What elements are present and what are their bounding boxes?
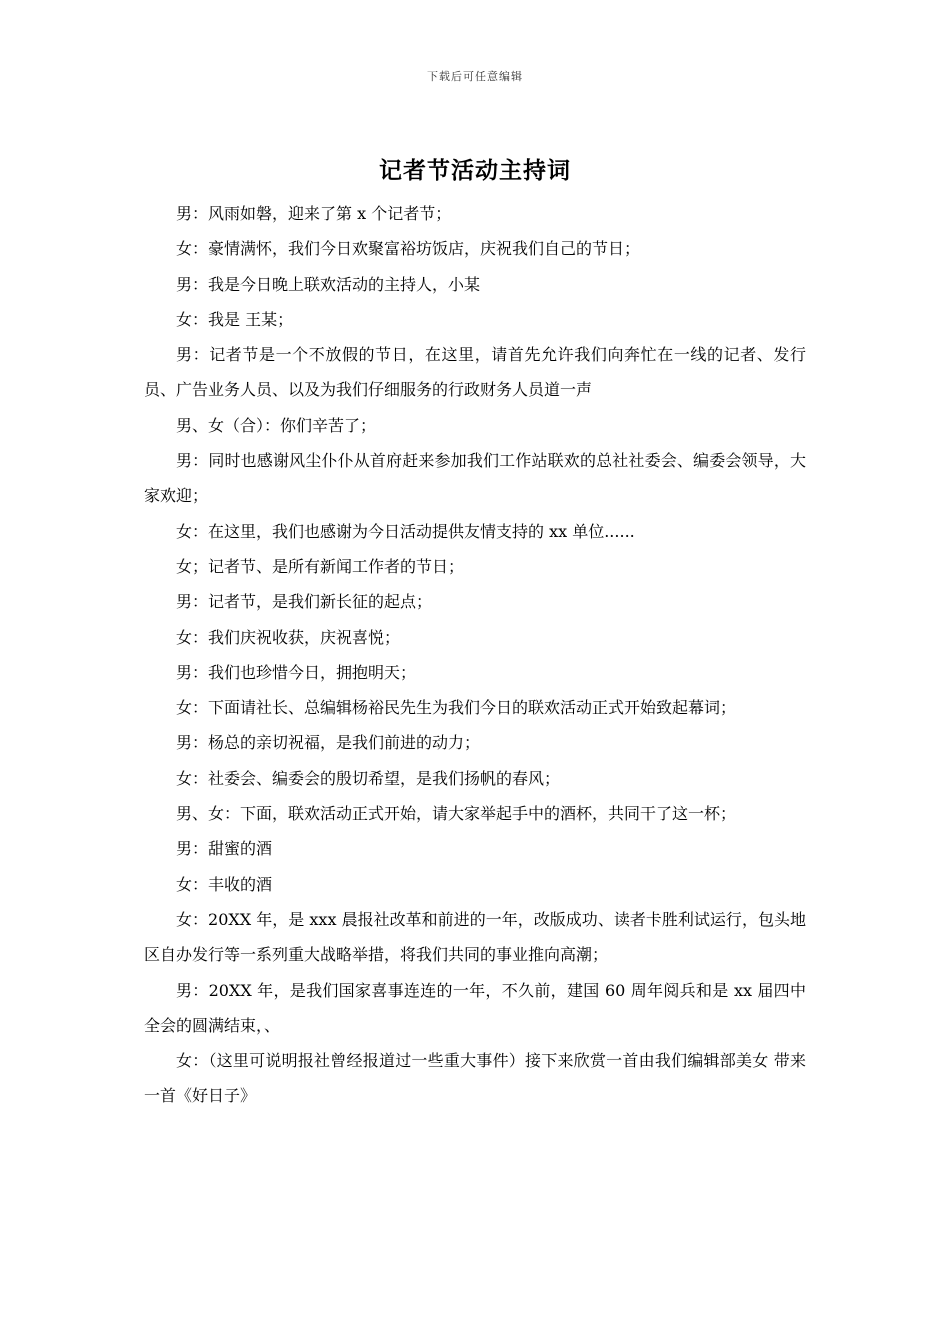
paragraph: 男、女：下面，联欢活动正式开始，请大家举起手中的酒杯，共同干了这一杯； <box>176 804 737 824</box>
paragraph: 女：社委会、编委会的殷切希望，是我们扬帆的春风； <box>176 768 561 788</box>
paragraph: 男：20XX 年，是我们国家喜事连连的一年，不久前，建国 60 周年阅兵和是 xx 届四中全会的圆满结束，、 <box>144 980 806 1035</box>
paragraph: 女；记者节、是所有新闻工作者的节日； <box>176 556 465 576</box>
document-body <box>144 196 806 1114</box>
paragraph: 男、女（合）：你们辛苦了； <box>176 415 377 435</box>
paragraph: 女：豪情满怀，我们今日欢聚富裕坊饭店，庆祝我们自己的节日； <box>176 239 641 259</box>
paragraph: 女：在这里，我们也感谢为今日活动提供友情支持的 xx 单位...... <box>176 521 635 541</box>
paragraph: 女：20XX 年，是 xxx 晨报社改革和前进的一年，改版成功、读者卡胜利试运行，包头地区自办发行等一系列重大战略举措，将我们共同的事业推向高潮； <box>144 909 806 965</box>
paragraph: 女：我是 王某； <box>176 309 294 329</box>
paragraph: 女：下面请社长、总编辑杨裕民先生为我们今日的联欢活动正式开始致起幕词； <box>176 698 737 718</box>
paragraph: 女：丰收的酒 <box>176 874 273 894</box>
paragraph: 男：我是今日晚上联欢活动的主持人，小某 <box>176 274 481 294</box>
document-title: 记者节活动主持词 <box>379 157 571 184</box>
paragraph: 男：风雨如磐，迎来了第 x 个记者节； <box>176 204 452 223</box>
paragraph: 男：甜蜜的酒 <box>176 839 273 859</box>
paragraph: 女：我们庆祝收获，庆祝喜悦； <box>176 627 401 647</box>
paragraph: 男：记者节是一个不放假的节日，在这里，请首先允许我们向奔忙在一线的记者、发行员、广告业务人员、以及为我们仔细服务的行政财务人员道一声 <box>144 345 806 400</box>
paragraph: 男：我们也珍惜今日，拥抱明天； <box>176 662 417 682</box>
paragraph: 男：记者节，是我们新长征的起点； <box>176 592 433 612</box>
paragraph: 男：同时也感谢风尘仆仆从首府赶来参加我们工作站联欢的总社社委会、编委会领导，大家欢迎； <box>144 451 806 506</box>
paragraph: 男：杨总的亲切祝福，是我们前进的动力； <box>176 733 481 753</box>
paragraph: 女：（这里可说明报社曾经报道过一些重大事件）接下来欣赏一首由我们编辑部美女 带来一首《好日子》 <box>144 1051 806 1106</box>
header-note: 下载后可任意编辑 <box>427 70 523 83</box>
